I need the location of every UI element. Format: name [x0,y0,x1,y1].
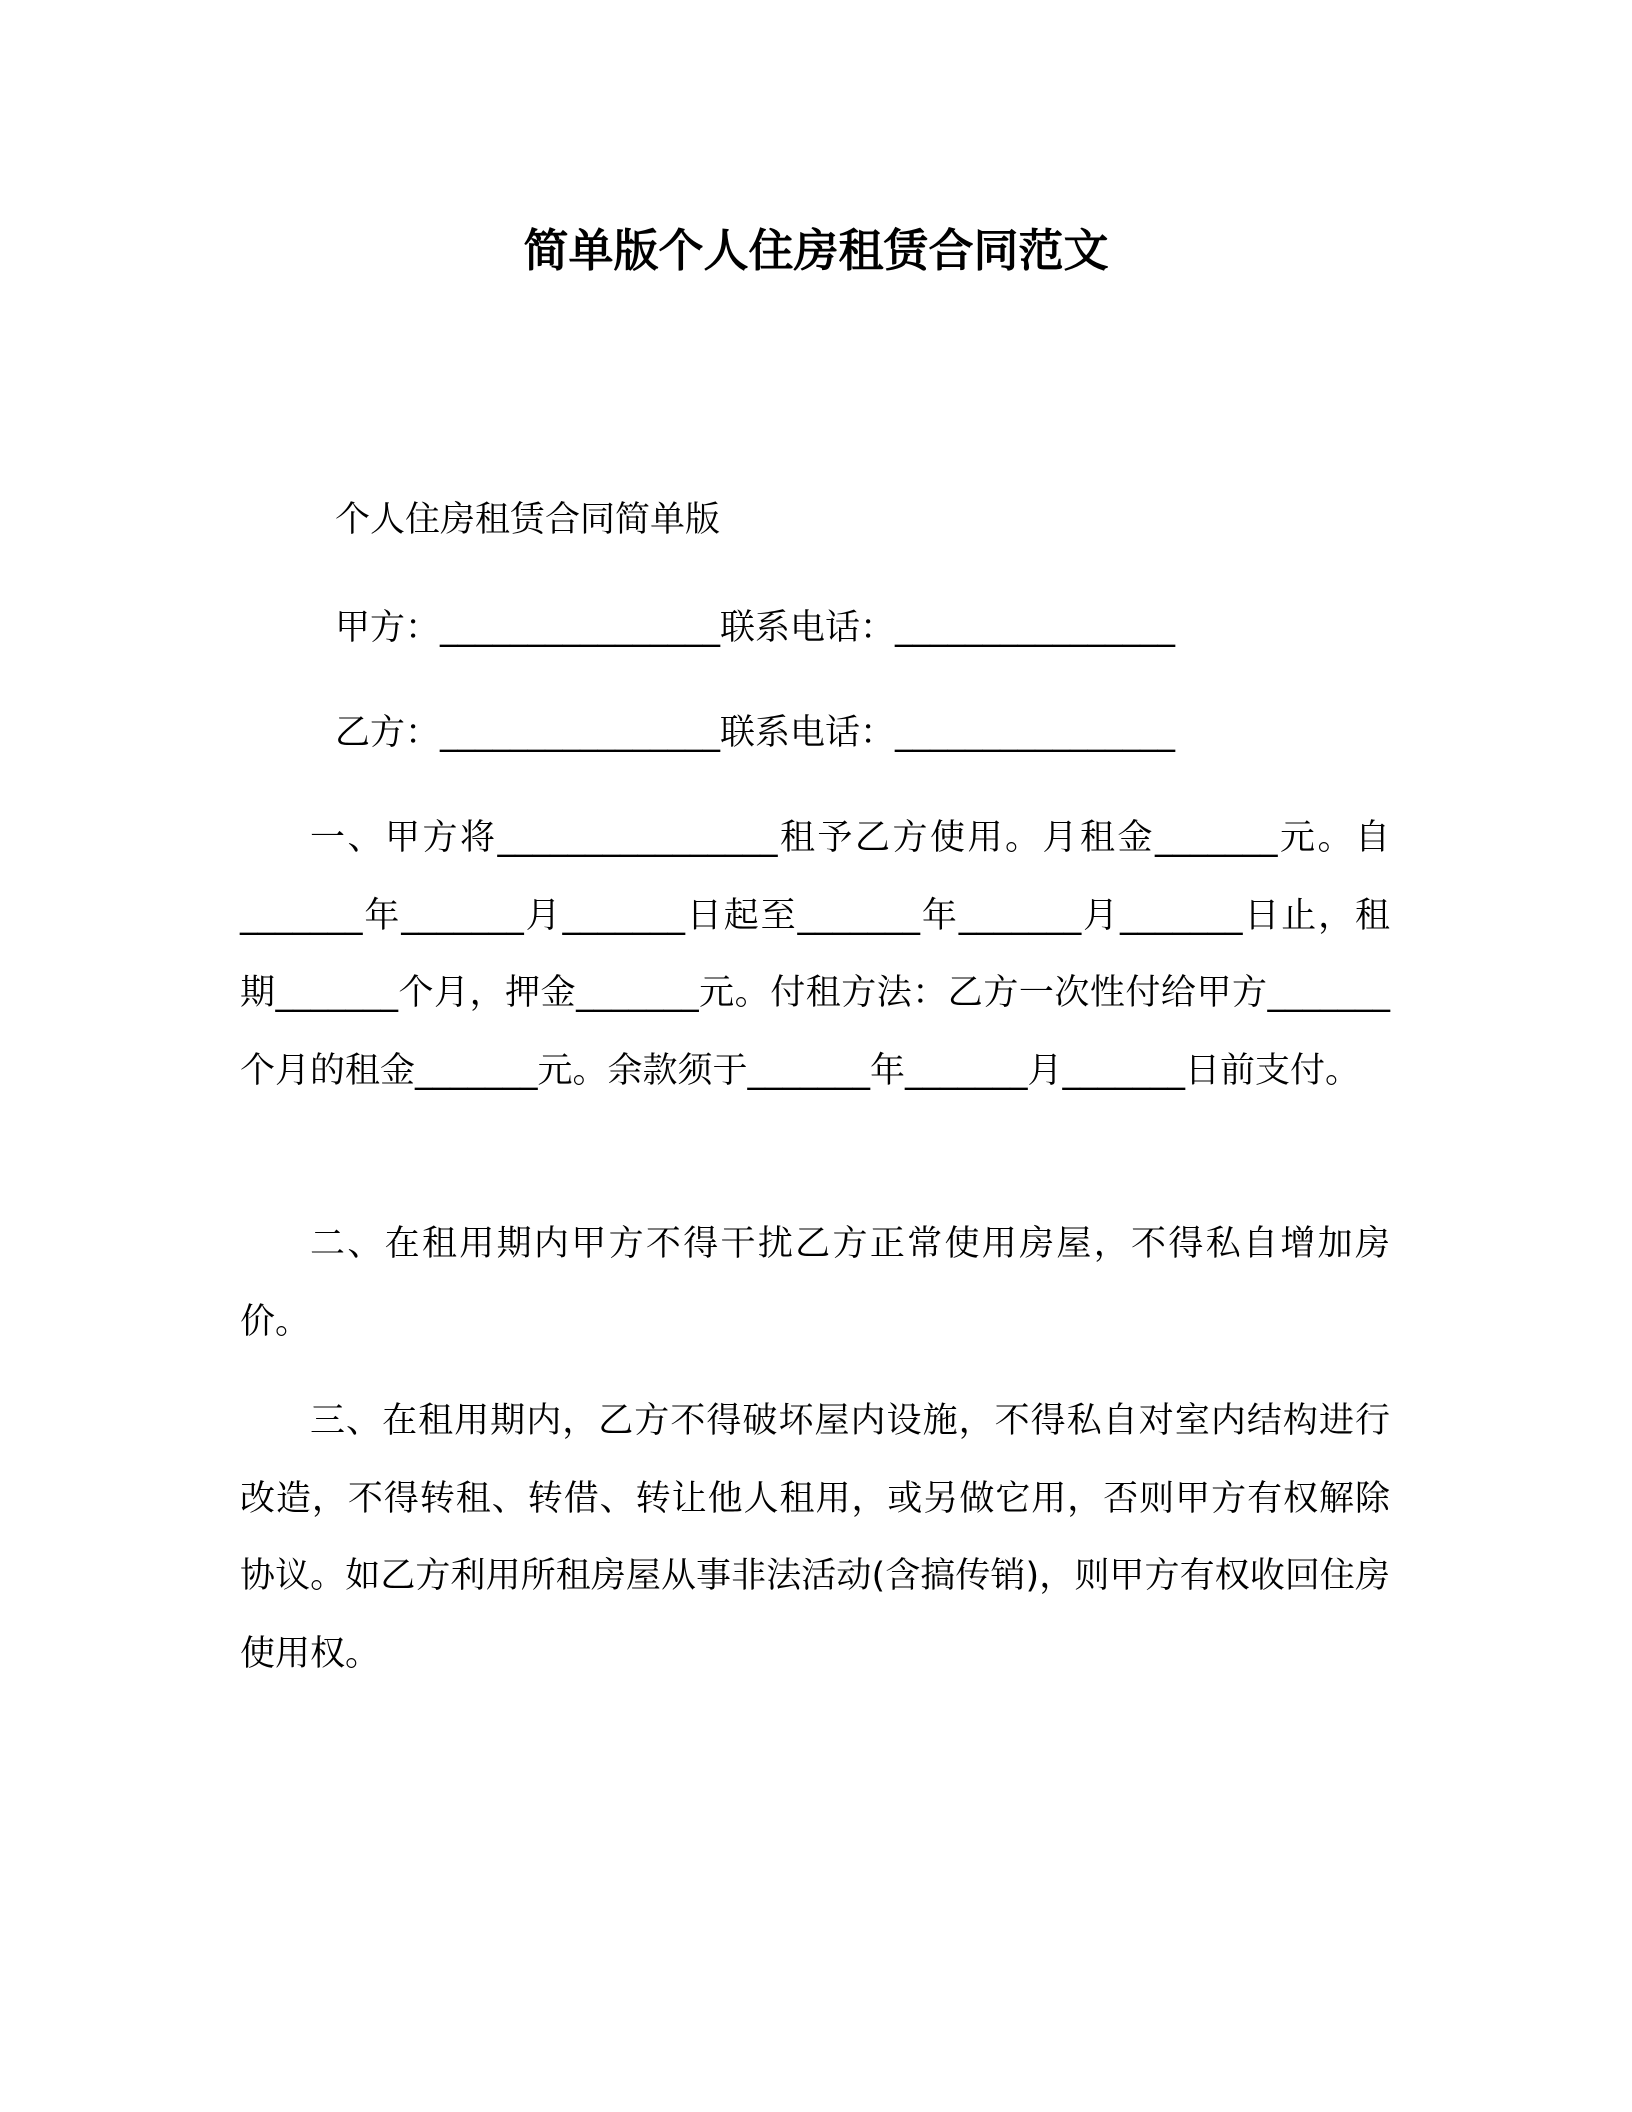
clause-3: 三、在租用期内，乙方不得破坏屋内设施，不得私自对室内结构进行改造，不得转租、转借、转让他人租用，或另做它用，否则甲方有权解除协议。如乙方利用所租房屋从事非法活动(含搞传销)，则甲方有权收回住房使用权。 [240,1401,1390,1674]
document-title: 简单版个人住房租赁合同范文 [523,224,1109,277]
clause-2: 二、在租用期内甲方不得干扰乙方正常使用房屋，不得私自增加房价。 [240,1224,1390,1342]
party-b-line: 乙方：________________联系电话：________________ [335,713,1176,753]
party-a-line: 甲方：________________联系电话：________________ [335,608,1176,648]
document-subtitle: 个人住房租赁合同简单版 [335,500,721,540]
clause-1: 一、甲方将________________租予乙方使用。月租金_______元。自_______年_______月_______日起至_______年_______月_______日止，租期_______个月，押金_______元。付租方法：乙方一次性付给甲方_______个月的租金_______元。余款须于_______年_______月_______日前支付。 [240,818,1390,1091]
